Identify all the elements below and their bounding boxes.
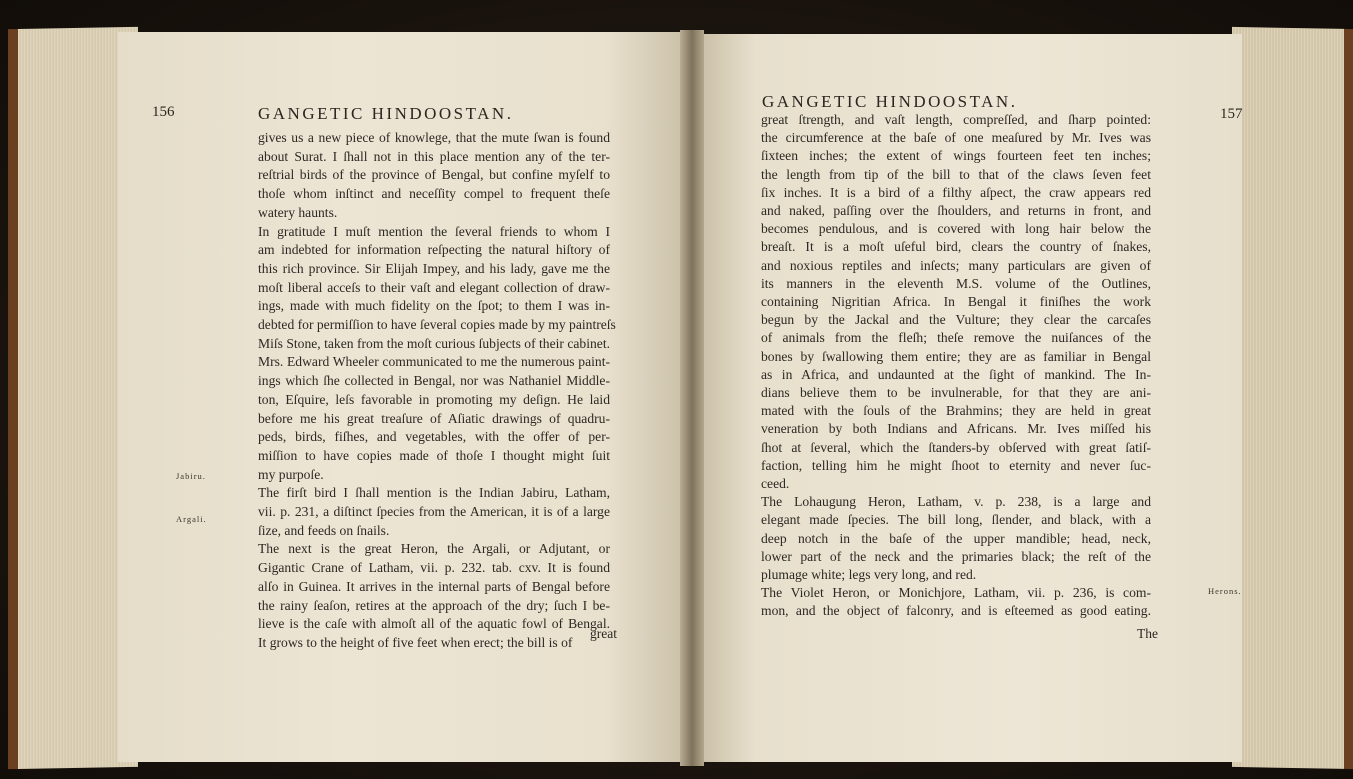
text-line: as in Africa, and undaunted at the ſight of mankind. The In-	[761, 366, 1151, 382]
text-line: Mrs. Edward Wheeler communicated to me the numerous paint-	[258, 354, 610, 370]
page-number-right: 157	[1220, 106, 1243, 122]
text-line: veneration by both Indians and Africans. Mr. Ives miſſed his	[761, 421, 1151, 437]
text-line: ſixteen inches; the extent of wings fourteen feet ten inches;	[761, 148, 1151, 164]
text-line: and noxious reptiles and inſects; many particulars are given of	[761, 257, 1151, 273]
text-line: of animals from the fleſh; theſe remove the nuiſances of the	[761, 330, 1151, 346]
running-head-right: GANGETIC HINDOOSTAN.	[762, 92, 1018, 111]
text-line: ſix inches. It is a bird of a filthy aſpect, the craw appears red	[761, 184, 1151, 200]
right-page-edges	[1232, 27, 1353, 769]
text-line: The Lohaugung Heron, Latham, v. p. 238, is a large and	[761, 494, 1151, 510]
text-line: ſize, and feeds on ſnails.	[258, 522, 390, 538]
text-line: In gratitude I muſt mention the ſeveral friends to whom I	[258, 223, 610, 239]
text-line: The firſt bird I ſhall mention is the Indian Jabiru, Latham,	[258, 485, 610, 501]
text-line: It grows to the height of five feet when erect; the bill is of	[258, 634, 573, 650]
catchword-left: great	[590, 626, 617, 641]
text-line: about Surat. I ſhall not in this place mention any of the ter-	[258, 148, 610, 164]
text-line: the rainy ſeaſon, retires at the approach of the dry; ſuch I be-	[258, 597, 610, 613]
text-line: watery haunts.	[258, 204, 338, 220]
text-line: elegant made ſpecies. The bill long, ſlender, and black, with a	[761, 512, 1151, 528]
text-line: ings which ſhe collected in Bengal, nor was Nathaniel Middle-	[258, 373, 610, 389]
text-line: before me his great treaſure of Aſiatic drawings of quadru-	[258, 410, 610, 426]
text-line: miſſion to have copies made of thoſe I thought might ſuit	[258, 447, 610, 463]
text-line: reſtrial birds of the province of Bengal, but confine myſelf to	[258, 167, 610, 183]
text-line: deep notch in the baſe of the upper mandible; head, neck,	[761, 530, 1151, 546]
text-line: gives us a new piece of knowlege, that the mute ſwan is found	[258, 130, 610, 145]
margin-note-argali: Argali.	[176, 514, 207, 524]
text-line: moſt liberal acceſs to their vaſt and elegant collection of draw-	[258, 279, 610, 295]
text-line: and naked, paſſing over the ſhoulders, and returns in front, and	[761, 203, 1151, 218]
text-line: debted for permiſſion to have ſeveral copies made by my paintreſs	[258, 317, 616, 332]
text-line: peds, birds, fiſhes, and vegetables, with the offer of per-	[258, 429, 610, 445]
text-line: containing Nigritian Africa. In Bengal it finiſhes the work	[761, 294, 1151, 309]
book-gutter	[680, 30, 704, 766]
text-line: mon, and the object of falconry, and is eſteemed as good eating.	[761, 603, 1151, 619]
text-line: Gigantic Crane of Latham, vii. p. 232. tab. cxv. It is found	[258, 560, 610, 576]
text-line: The next is the great Heron, the Argali, or Adjutant, or	[258, 541, 610, 557]
text-line: the length from tip of the bill to that of the claws ſeven feet	[761, 166, 1151, 182]
text-line: thoſe whom inſtinct and neceſſity compel to frequent theſe	[258, 186, 610, 202]
text-line: ings, made with much fidelity on the ſpot; to them I was in-	[258, 298, 610, 314]
text-line: plumage white; legs very long, and red.	[761, 567, 977, 582]
text-line: becomes pendulous, and is covered with long hair below the	[761, 221, 1151, 237]
text-line: ſhot at ſeveral, which the ſtanders-by obſerved with great ſatiſ-	[761, 439, 1151, 455]
text-line: lieve is the caſe with almoſt all of the aquatic fowl of Bengal.	[258, 616, 610, 632]
text-line: ton, Eſquire, leſs favorable in promoting my deſign. He laid	[258, 391, 610, 407]
margin-note-jabiru: Jabiru.	[176, 471, 206, 481]
text-line: vii. p. 231, a diſtinct ſpecies from the American, it is of a large	[258, 504, 610, 519]
text-line: Miſs Stone, taken from the moſt curious ſubjects of their cabinet.	[258, 335, 610, 351]
text-line: ceed.	[761, 476, 790, 491]
text-line: alſo in Guinea. It arrives in the internal parts of Bengal before	[258, 578, 610, 594]
page-number-left: 156	[152, 104, 175, 120]
text-line: its manners in the eleventh M.S. volume of the Outlines,	[761, 275, 1151, 291]
text-line: great ſtrength, and vaſt length, compreſſed, and ſharp pointed:	[761, 112, 1151, 127]
text-line: bones by ſwallowing them entire; they are as familiar in Bengal	[761, 348, 1151, 364]
margin-note-herons: Herons.	[1208, 586, 1242, 596]
text-line: faction, telling him he might ſhoot to eternity and never ſuc-	[761, 457, 1151, 473]
text-line: am indebted for information reſpecting the natural hiſtory of	[258, 242, 610, 258]
catchword-right: The	[1137, 626, 1158, 641]
text-line: the circumference at the baſe of one meaſured by Mr. Ives was	[761, 130, 1151, 146]
text-line: my purpoſe.	[258, 466, 324, 482]
text-line: lower part of the neck and the primaries black; the reſt of the	[761, 548, 1151, 564]
text-line: mated with the ſouls of the Brahmins; they are held in great	[761, 403, 1151, 419]
running-head-left: GANGETIC HINDOOSTAN.	[258, 104, 514, 123]
text-line: breaſt. It is a moſt uſeful bird, clears the country of ſnakes,	[761, 239, 1151, 255]
text-line: begun by the Jackal and the Vulture; they clear the carcaſes	[761, 312, 1151, 328]
text-line: The Violet Heron, or Monichjore, Latham, vii. p. 236, is com-	[761, 585, 1151, 601]
text-line: dians believe them to be invulnerable, for that they are ani-	[761, 385, 1151, 400]
text-line: this rich province. Sir Elijah Impey, and his lady, gave me the	[258, 260, 610, 276]
